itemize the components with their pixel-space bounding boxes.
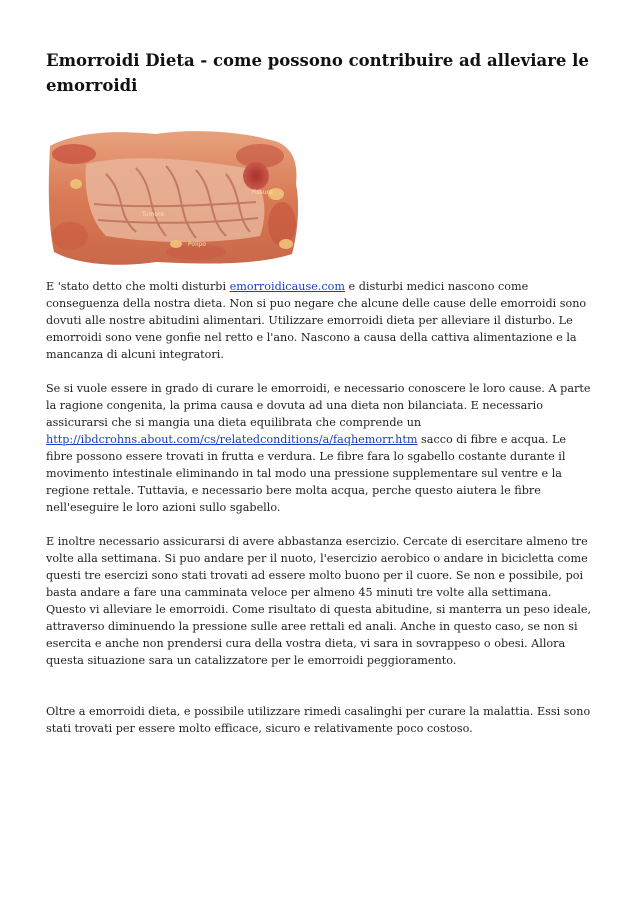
paragraph-text: E 'stato detto che molti disturbi — [46, 280, 230, 293]
image-label: Tumore — [142, 211, 165, 218]
paragraph — [46, 278, 594, 363]
document-title: Emorroidi Dieta - come possono contribuire ad alleviare le emorroidi — [46, 51, 589, 95]
about-com-link[interactable]: http://ibdcrohns.about.com/cs/relatedconditions/a/faqhemorr.htm — [46, 433, 418, 446]
article-photo — [46, 124, 302, 270]
article-body — [46, 278, 594, 754]
paragraph: E inoltre necessario assicurarsi di avere abbastanza esercizio. Cercate di esercitare almeno tre volte alla settimana. Si puo andare per il nuoto, l'esercizio aerobico o andare in bicicletta come questi tre esercizi sono stati trovati ad essere molto buono per il cuore. Se non e possibile, poi basta andare a fare una camminata veloce per almeno 45 minuti tre volte alla settimana. Questo vi alleviare le emorroidi. Come risultato di questa abitudine, si manterra un peso ideale, attraverso diminuendo la pressione sulle aree rettali ed anali. Anche in questo caso, se non si esercita e anche non prendersi cura della vostra dieta, vi sara in sovrappeso o obesi. Allora questa situazione sara un catalizzatore per le emorroidi peggioramento. — [46, 535, 592, 667]
paragraph-text: e disturbi medici nascono come conseguenza della nostra dieta. Non si puo negare che alcune delle cause delle emorroidi sono dovuti alle nostre abitudini alimentari. Utilizzare emorroidi dieta per alleviare il disturbo. Le emorroidi sono vene gonfie nel retto e l'ano. Nascono a causa della cattiva alimentazione e la mancanza di alcuni integratori. — [46, 280, 587, 361]
paragraph-text: sacco di fibre e acqua. Le fibre possono essere trovati in frutta e verdura. Le fibre fara lo sgabello costante durante il movimento intestinale eliminando in tal modo una pressione supplementare sul ventre e la regione rettale. Tuttavia, e necessario bere molta acqua, perche questo aiutera le fibre nell'eseguire le loro azioni sullo sgabello. — [46, 433, 567, 514]
image-label: Fissure — [252, 189, 273, 196]
image-label: Polipo — [188, 241, 206, 248]
paragraph — [46, 380, 594, 516]
paragraph-text: Se si vuole essere in grado di curare le emorroidi, e necessario conoscere le loro cause. A parte la ragione congenita, la prima causa e dovuta ad una dieta non bilanciata. E necessario assicurarsi che si mangia una dieta equilibrata che comprende un — [46, 382, 591, 429]
emorroidicause-link[interactable]: emorroidicause.com — [229, 280, 345, 293]
paragraph: Oltre a emorroidi dieta, e possibile utilizzare rimedi casalinghi per curare la malattia. Essi sono stati trovati per essere molto efficace, sicuro e relativamente poco costoso. — [46, 705, 591, 735]
